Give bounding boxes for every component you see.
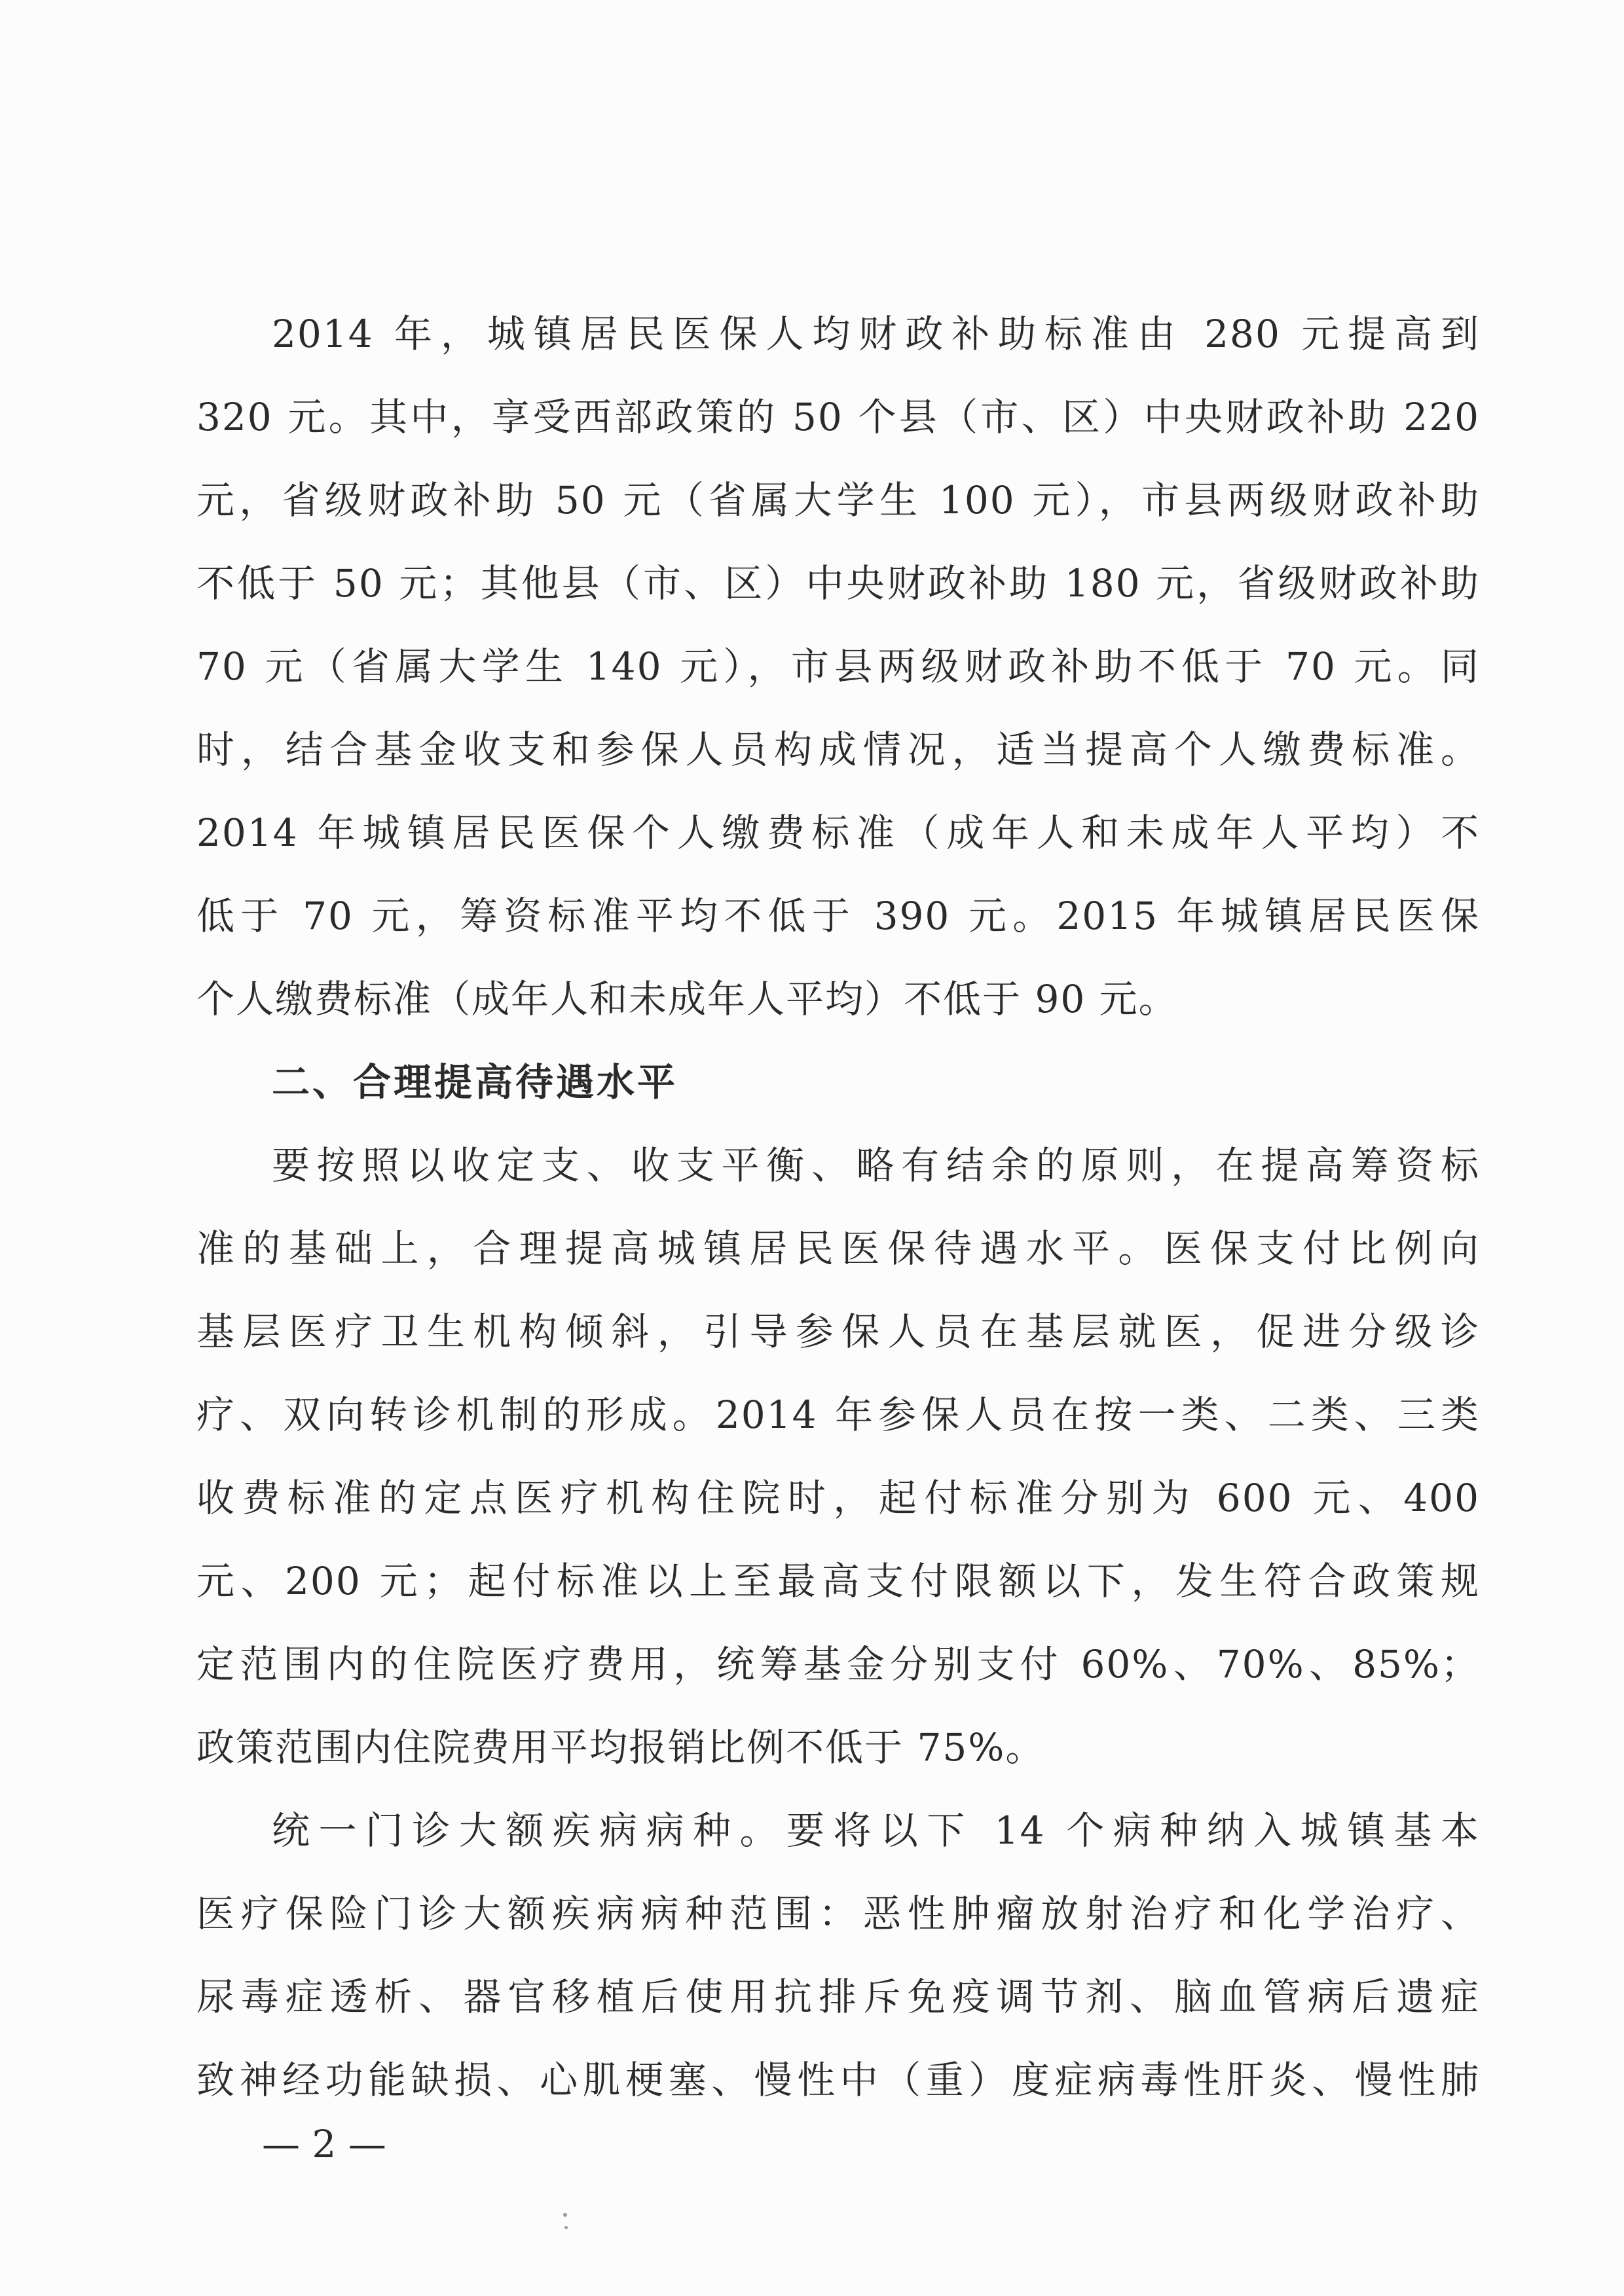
text-line: 个人缴费标准（成年人和未成年人平均）不低于 90 元。: [196, 977, 1178, 1021]
text-line: 准的基础上，合理提高城镇居民医保待遇水平。医保支付比例向: [196, 1226, 1480, 1271]
text-line: 统一门诊大额疾病病种。要将以下 14 个病种纳入城镇基本: [272, 1808, 1480, 1853]
scan-speck: [564, 2226, 568, 2229]
text-line: 定范围内的住院医疗费用，统筹基金分别支付 60%、70%、85%；: [196, 1642, 1480, 1686]
text-line: 政策范围内住院费用平均报销比例不低于 75%。: [196, 1725, 1045, 1770]
text-line: 2014 年，城镇居民医保人均财政补助标准由 280 元提高到: [272, 312, 1480, 356]
text-line: 2014 年城镇居民医保个人缴费标准（成年人和未成年人平均）不: [196, 811, 1480, 855]
section-heading: 二、合理提高待遇水平: [272, 1060, 678, 1104]
text-line: 元、200 元；起付标准以上至最高支付限额以下，发生符合政策规: [196, 1559, 1480, 1603]
text-line: 不低于 50 元；其他县（市、区）中央财政补助 180 元，省级财政补助: [196, 561, 1480, 606]
text-line: 时，结合基金收支和参保人员构成情况，适当提高个人缴费标准。: [196, 727, 1480, 772]
scan-speck: [563, 2213, 567, 2217]
text-line: 医疗保险门诊大额疾病病种范围：恶性肿瘤放射治疗和化学治疗、: [196, 1891, 1480, 1936]
text-line: 要按照以收定支、收支平衡、略有结余的原则，在提高筹资标: [272, 1143, 1480, 1188]
text-line: 致神经功能缺损、心肌梗塞、慢性中（重）度症病毒性肝炎、慢性肺: [196, 2058, 1480, 2102]
text-line: 320 元。其中，享受西部政策的 50 个县（市、区）中央财政补助 220: [196, 395, 1480, 439]
text-line: 低于 70 元，筹资标准平均不低于 390 元。2015 年城镇居民医保: [196, 894, 1480, 938]
text-line: 收费标准的定点医疗机构住院时，起付标准分别为 600 元、400: [196, 1476, 1480, 1520]
text-line: 70 元（省属大学生 140 元），市县两级财政补助不低于 70 元。同: [196, 644, 1480, 689]
text-line: 基层医疗卫生机构倾斜，引导参保人员在基层就医，促进分级诊: [196, 1309, 1480, 1354]
text-line: 元，省级财政补助 50 元（省属大学生 100 元），市县两级财政补助: [196, 478, 1480, 522]
page-number: — 2 —: [262, 2122, 386, 2166]
text-line: 疗、双向转诊机制的形成。2014 年参保人员在按一类、二类、三类: [196, 1393, 1480, 1437]
text-line: 尿毒症透析、器官移植后使用抗排斥免疫调节剂、脑血管病后遗症: [196, 1975, 1480, 2019]
